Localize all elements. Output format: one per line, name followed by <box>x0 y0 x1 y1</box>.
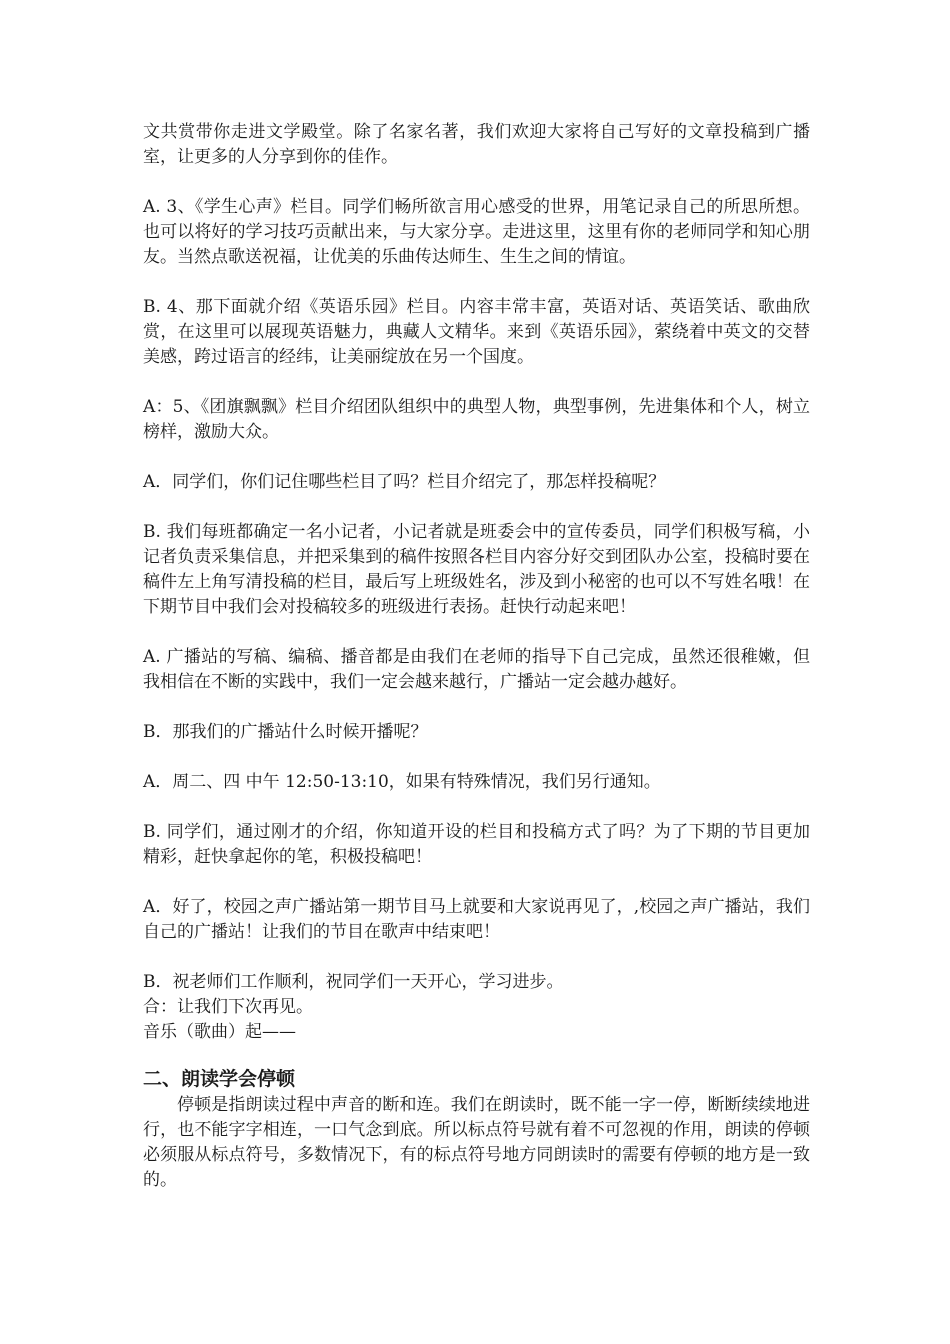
paragraph-student-voice: A. 3、《学生心声》栏目。同学们畅所欲言用心感受的世界，用笔记录自己的所思所想。也可以将好的学习技巧贡献出来，与大家分享。走进这里，这里有你的老师同学和知心朋友。当然点歌送祝福，让优美的乐曲传达师生、生生之间的情谊。 <box>143 197 810 267</box>
document-page <box>143 120 810 1193</box>
paragraph-submission: B. 我们每班都确定一名小记者，小记者就是班委会中的宣传委员，同学们积极写稿，小记者负责采集信息，并把采集到的稿件按照各栏目内容分好交到团队办公室，投稿时要在稿件左上角写清投稿的栏目，最后写上班级姓名，涉及到小秘密的也可以不写姓名哦！在下期节目中我们会对投稿较多的班级进行表扬。赶快行动起来吧！ <box>143 522 810 617</box>
paragraph-station-work: A. 广播站的写稿、编稿、播音都是由我们在老师的指导下自己完成，虽然还很稚嫩，但我相信在不断的实践中，我们一定会越来越行，广播站一定会越办越好。 <box>143 647 810 692</box>
paragraph-encourage: B. 同学们，通过刚才的介绍，你知道开设的栏目和投稿方式了吗？为了下期的节目更加精彩，赶快拿起你的笔，积极投稿吧！ <box>143 822 810 867</box>
paragraph-english-garden: B. 4、那下面就介绍《英语乐园》栏目。内容丰常丰富，英语对话、英语笑话、歌曲欣赏，在这里可以展现英语魅力，典藏人文精华。来到《英语乐园》，萦绕着中英文的交替美感，跨过语言的经纬，让美丽绽放在另一个国度。 <box>143 297 810 367</box>
paragraph-broadcast-time: A．周二、四 中午 12:50-13:10，如果有特殊情况，我们另行通知。 <box>143 772 661 792</box>
paragraph-intro-continued: 文共赏带你走进文学殿堂。除了名家名著，我们欢迎大家将自己写好的文章投稿到广播室，让更多的人分享到你的佳作。 <box>143 122 810 167</box>
closing-line-together: 合：让我们下次再见。 <box>143 997 313 1017</box>
closing-line-music: 音乐（歌曲）起—— <box>143 1022 296 1042</box>
paragraph-question: A．同学们，你们记住哪些栏目了吗？栏目介绍完了，那怎样投稿呢？ <box>143 472 666 492</box>
section-heading: 二、朗读学会停顿 <box>143 1068 296 1090</box>
closing-line-wishes: B．祝老师们工作顺利，祝同学们一天开心，学习进步。 <box>143 972 564 992</box>
paragraph-farewell: A．好了，校园之声广播站第一期节目马上就要和大家说再见了，,校园之声广播站，我们自己的广播站！让我们的节目在歌声中结束吧！ <box>143 897 810 942</box>
paragraph-broadcast-time-question: B．那我们的广播站什么时候开播呢？ <box>143 722 428 742</box>
section-body: 停顿是指朗读过程中声音的断和连。我们在朗读时，既不能一字一停，断断续续地进行，也不能字字相连，一口气念到底。所以标点符号就有着不可忽视的作用，朗读的停顿必须服从标点符号，多数情况下，有的标点符号地方同朗读时的需要有停顿的地方是一致的。 <box>143 1095 810 1190</box>
paragraph-league-flag: A：5、《团旗飘飘》栏目介绍团队组织中的典型人物，典型事例，先进集体和个人，树立榜样，激励大众。 <box>143 397 810 442</box>
